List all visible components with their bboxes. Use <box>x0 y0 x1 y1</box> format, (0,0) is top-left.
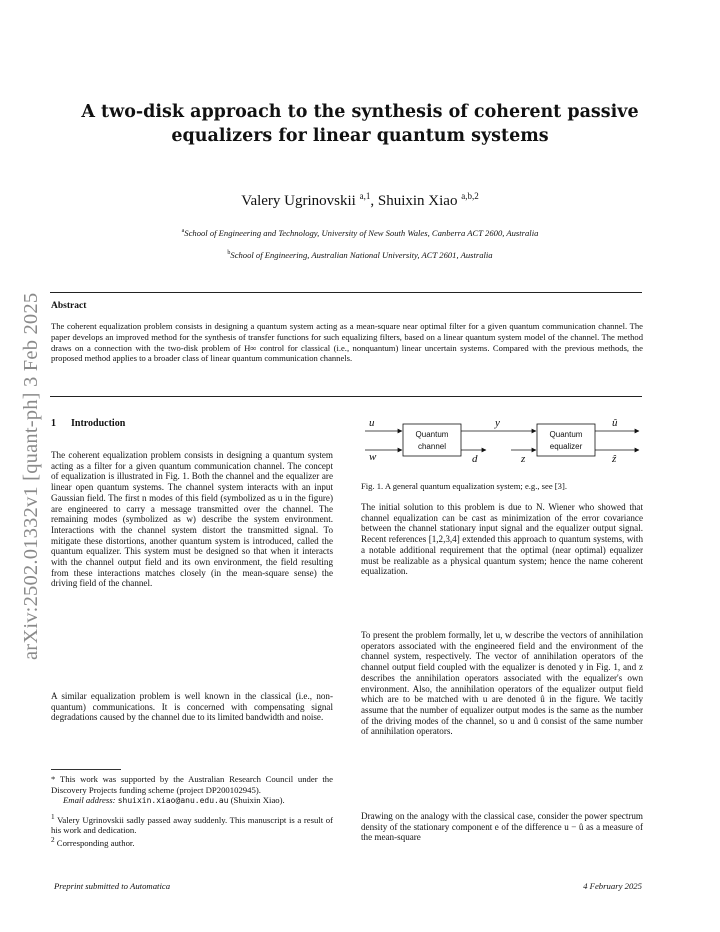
affiliation-a-mark: a <box>181 228 185 235</box>
footnote-1-text: Valery Ugrinovskii sadly passed away suddenly. This manuscript is a result of his work and dedication. <box>51 814 334 836</box>
section-number: 1 <box>51 418 56 429</box>
footer-submission-note: Preprint submitted to Automatica <box>54 881 171 891</box>
footnote-2 <box>51 835 333 848</box>
arxiv-identifier[interactable]: arXiv:2502.01332v1 [quant-ph] 3 Feb 2025 <box>20 292 42 660</box>
label-d: d <box>472 453 478 465</box>
author-list <box>40 191 680 210</box>
email-label: Email address: <box>63 795 116 806</box>
figure-equalization-diagram <box>361 414 643 469</box>
channel-box-line-2: channel <box>417 442 447 451</box>
title-line-2: equalizers for linear quantum systems <box>171 126 549 146</box>
author2-affiliation-mark: a,b,2 <box>461 191 479 201</box>
abstract-heading: Abstract <box>51 301 87 311</box>
section-title: Introduction <box>71 418 126 429</box>
footnote-email <box>63 795 333 807</box>
footnote-2-text: Corresponding author. <box>56 837 135 848</box>
equalizer-box <box>537 424 595 456</box>
footnote-rule <box>51 769 121 770</box>
intro-paragraph-2-text: A similar equalization problem is well known in the classical (i.e., non-quantum) communications. It is concerned with compensating signal degradations caused by the channel due to its limited bandwidth and noise. <box>51 691 333 723</box>
channel-box-line-1: Quantum <box>415 430 449 439</box>
paper-title <box>40 100 680 148</box>
footnote-1 <box>51 812 333 836</box>
email-address[interactable]: shuixin.xiao@anu.edu.au <box>117 796 229 806</box>
label-z: z <box>521 453 526 465</box>
title-line-1: A two-disk approach to the synthesis of coherent passive <box>81 102 639 122</box>
affiliation-a <box>40 228 680 238</box>
abstract-top-rule <box>50 292 642 293</box>
equalizer-box-line-2: equalizer <box>549 442 583 451</box>
intro-paragraph-1-text: The coherent equalization problem consists in designing a quantum system acting as a filter for a given quantum communication channel. The concept of equalization is illustrated in Fig. 1. Both the channel and the equalizer are linear open quantum systems. The channel system interacts with an input Gaussian field. The first n modes of this field (symbolized as u in the figure) are engineered to carry a message transmitted over the channel. The remaining modes (symbolized as w) describe the system environment. Interactions with the channel system distort the transmitted signal. To mitigate these distortions, another quantum system is introduced, called the quantum equalizer. This system must be designed so that when it interacts with the channel output field and its own environment, the field resulting from these interactions matches closely (in the mean-square sense) the driving field of the channel. <box>51 450 333 589</box>
right-paragraph-1 <box>361 502 643 577</box>
author-separator: , <box>370 193 378 209</box>
equalizer-box-line-1: Quantum <box>549 430 583 439</box>
footnote-1-mark: 1 <box>51 813 55 821</box>
footer-date: 4 February 2025 <box>583 881 642 891</box>
affiliation-b-mark: b <box>227 250 231 257</box>
author-ugrinovskii: Valery Ugrinovskii <box>241 193 356 209</box>
label-u-hat: û <box>612 417 618 429</box>
affiliation-a-text: School of Engineering and Technology, University of New South Wales, Canberra ACT 2600, Australia <box>184 228 539 238</box>
right-paragraph-2 <box>361 630 643 737</box>
abstract-text: The coherent equalization problem consists in designing a quantum system acting as a mean-square near optimal filter for a given quantum communication channel. The paper develops an improved method for the synthesis of transfer functions for such equalizing filters, based on a linear quantum system model of the channel. The method draws on a connection with the two-disk problem of H∞ control for classical (i.e., nonquantum) linear uncertain systems. Compared with the previous methods, the proposed method applies to a broader class of linear quantum communication channels. <box>51 321 643 364</box>
right-paragraph-3-text: Drawing on the analogy with the classical case, consider the power spectrum density of the stationary component e of the difference u − û as a measure of the mean-square <box>361 811 643 843</box>
affiliation-b-text: School of Engineering, Australian National University, ACT 2601, Australia <box>230 250 493 260</box>
affiliation-b <box>40 250 680 260</box>
intro-paragraph-2 <box>51 691 333 723</box>
section-heading-introduction <box>51 418 125 429</box>
author1-affiliation-mark: a,1 <box>359 191 371 201</box>
label-u: u <box>369 417 375 429</box>
author-xiao: Shuixin Xiao <box>377 193 458 209</box>
right-paragraph-2-text: To present the problem formally, let u, w describe the vectors of annihilation operators associated with the engineered field and the environment of the channel system, respectively. The vector of annihilation operators of the channel output field coupled with the equalizer is denoted y in Fig. 1, and z describes the annihilation operators associated with the equalizer's own environment. Also, the annihilation operators of the equalizer output field which are to be matched with u are denoted û in the figure. We tacitly assume that the number of equalizer output modes is the same as the number of the driving modes of the channel, so u and û consist of the same number of annihilation operators. <box>361 630 643 737</box>
figure-caption: Fig. 1. A general quantum equalization system; e.g., see [3]. <box>361 481 567 491</box>
right-paragraph-3 <box>361 811 643 843</box>
footnote-2-mark: 2 <box>51 836 55 844</box>
email-suffix: (Shuixin Xiao). <box>230 795 285 806</box>
channel-box <box>403 424 461 456</box>
label-z-hat: ẑ <box>612 453 617 465</box>
label-w: w <box>369 451 377 463</box>
abstract-bottom-rule <box>50 396 642 397</box>
footnote-funding <box>51 774 333 807</box>
right-paragraph-1-text: The initial solution to this problem is due to N. Wiener who showed that channel equalization can be cast as minimization of the error covariance between the channel stationary input signal and the equalizer output signal. Recent references [1,2,3,4] extended this approach to quantum systems, with a notable additional requirement that the optimal (near optimal) equalizer must be realizable as a physical quantum system; hence the name coherent equalization. <box>361 502 643 577</box>
footnote-funding-text: * This work was supported by the Australian Research Council under the Discovery Projects funding scheme (project DP200102945). <box>51 774 333 795</box>
intro-paragraph-1 <box>51 450 333 589</box>
label-y: y <box>495 417 500 429</box>
